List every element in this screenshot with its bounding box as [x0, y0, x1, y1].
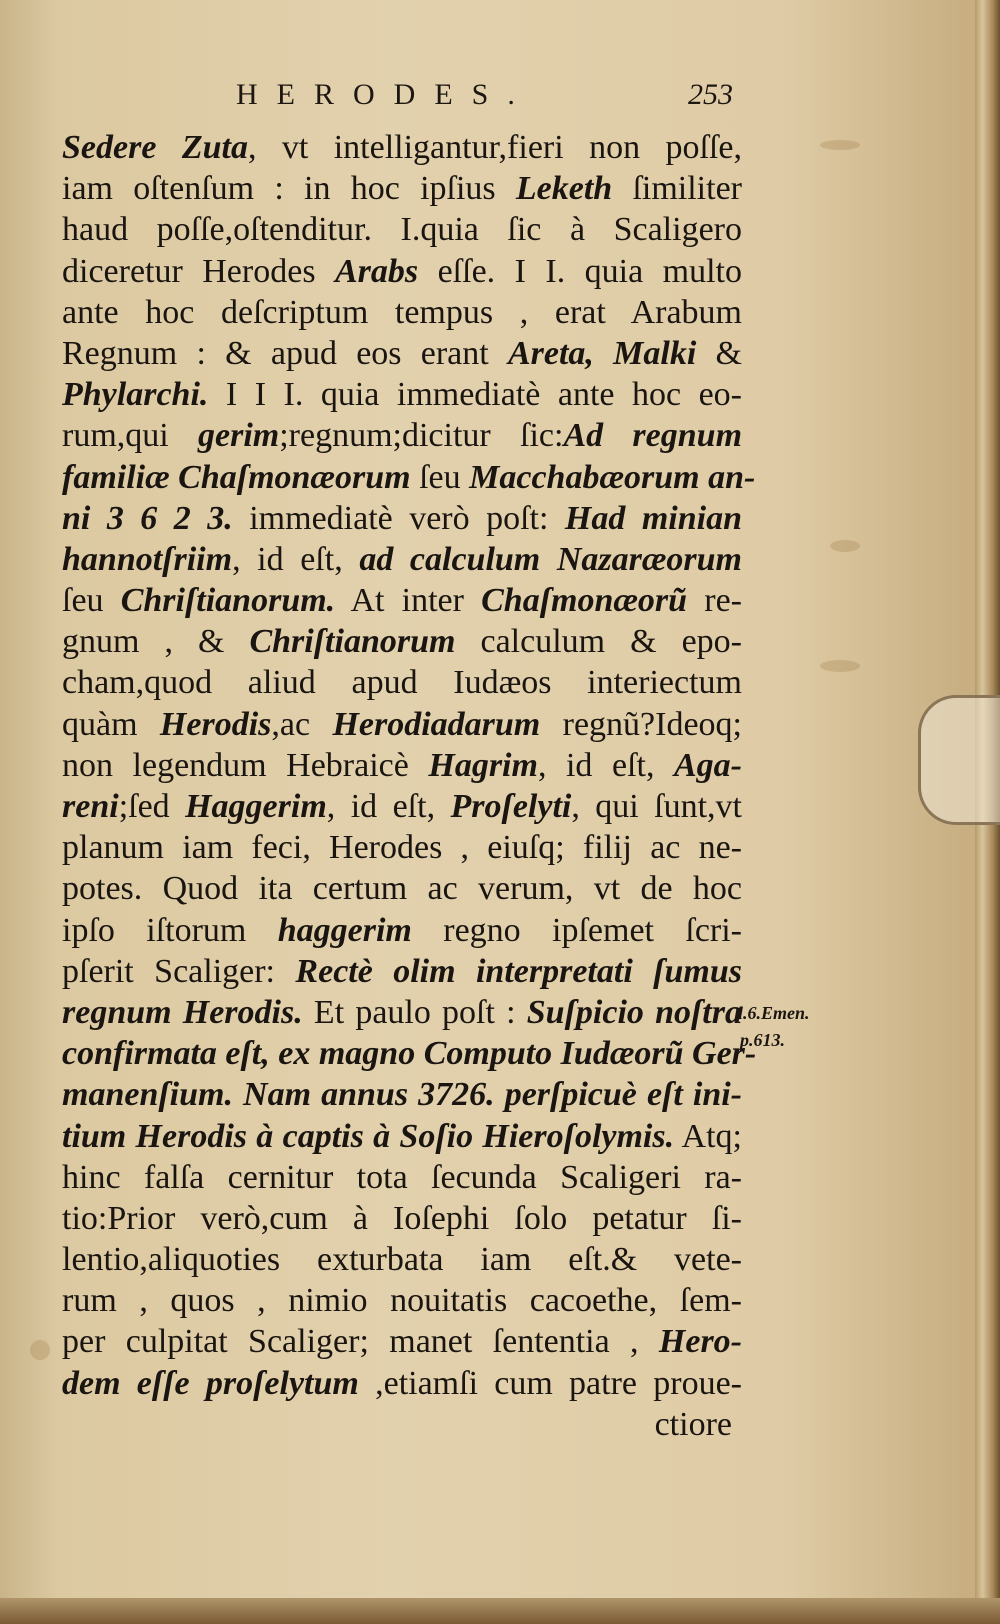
italic-run: dem eſſe proſelytum: [62, 1364, 359, 1402]
text-line: [62, 1157, 742, 1198]
text-line: [62, 168, 742, 209]
roman-run: ſeu: [62, 582, 121, 620]
text-line: [62, 539, 742, 580]
text-line: [62, 580, 742, 621]
italic-run: ad calculum Nazaræorum: [359, 540, 743, 578]
text-line: [62, 1074, 742, 1115]
roman-run: &: [696, 334, 742, 372]
italic-run: Chaſmonæorũ: [481, 582, 688, 620]
roman-run: ſimiliter: [612, 170, 742, 208]
roman-run: rum,qui: [62, 417, 199, 455]
text-line: [62, 704, 742, 745]
text-line: [62, 1321, 742, 1362]
roman-run: Atq;: [674, 1117, 742, 1155]
running-head: HERODES.: [236, 78, 534, 111]
roman-run: rum , quos , nimio nouitatis cacoethe, ſem-: [62, 1282, 742, 1320]
text-line: [62, 1363, 742, 1404]
roman-run: I I I. quia immediatè ante hoc eo-: [208, 376, 742, 414]
italic-run: confirmata eſt, ex magno Computo Iudæorũ Ger-: [62, 1035, 757, 1073]
text-line: [62, 621, 742, 662]
italic-run: ni 3 6 2 3.: [62, 499, 233, 537]
text-line: [62, 786, 742, 827]
roman-run: regno ipſemet ſcri-: [411, 911, 742, 949]
italic-run: hannotſriim: [62, 540, 233, 578]
italic-run: Phylarchi.: [62, 376, 209, 414]
text-line: [62, 457, 756, 498]
italic-run: Macchabæorum an-: [469, 458, 756, 496]
text-line: [62, 1116, 742, 1157]
italic-run: Suſpicio noſtra: [526, 993, 742, 1031]
roman-run: ante hoc deſcriptum tempus , erat Arabum: [62, 293, 742, 331]
roman-run: planum iam feci, Herodes , eiuſq; filij ac ne-: [62, 829, 742, 867]
italic-run: Chriſtianorum.: [120, 582, 336, 620]
text-line: [62, 333, 742, 374]
text-line: [62, 951, 742, 992]
margin-note-line2: p.613.: [740, 1030, 785, 1050]
italic-run: Arabs: [335, 252, 419, 290]
text-line: [62, 827, 742, 868]
text-line: [62, 251, 742, 292]
italic-run: regnum Herodis.: [62, 993, 303, 1031]
text-line: [62, 868, 742, 909]
roman-run: hinc falſa cernitur tota ſecunda Scaligeri ra-: [62, 1158, 742, 1196]
roman-run: ,ac: [271, 705, 333, 743]
body-text: [62, 127, 757, 1445]
roman-run: , id eſt,: [232, 540, 360, 578]
foxing-spot: [30, 1340, 50, 1360]
roman-run: ;regnum;dicitur ſic:: [279, 417, 564, 455]
roman-run: diceretur Herodes: [62, 252, 335, 290]
italic-run: reni: [62, 788, 119, 825]
text-line: [62, 1033, 757, 1074]
book-edge-bottom: [0, 1598, 1000, 1624]
text-line: [62, 415, 742, 456]
foxing-spot: [820, 660, 860, 672]
roman-run: calculum & epo-: [455, 623, 742, 661]
roman-run: ctiore: [654, 1405, 732, 1443]
italic-run: Haggerim: [185, 788, 327, 825]
roman-run: , id eſt,: [326, 788, 451, 825]
foxing-spot: [830, 540, 860, 552]
roman-run: haud poſſe,oſtenditur. I.quia ſic à Scaligero: [62, 211, 742, 249]
italic-run: Aga-: [674, 746, 742, 784]
roman-run: iam oſtenſum : in hoc ipſius: [62, 170, 516, 208]
page-clip: [918, 695, 1000, 825]
italic-run: Areta, Malki: [507, 334, 697, 372]
italic-run: Hagrim: [428, 746, 538, 784]
roman-run: eſſe. I I. quia multo: [418, 252, 742, 290]
italic-run: Leketh: [515, 170, 613, 208]
text-line: [62, 209, 742, 250]
roman-run: immediatè verò poſt:: [232, 499, 565, 537]
roman-run: gnum , &: [62, 623, 250, 661]
text-line: [62, 992, 742, 1033]
italic-run: Ad regnum: [563, 417, 743, 455]
roman-run: Regnum : & apud eos erant: [62, 334, 508, 372]
roman-run: re-: [687, 582, 742, 620]
text-line: [62, 1239, 742, 1280]
text-line: [62, 127, 742, 168]
italic-run: manenſium. Nam annus 3726. perſpicuè eſt ini-: [62, 1076, 742, 1114]
text-line: [62, 1198, 742, 1239]
text-line: [62, 662, 742, 703]
italic-run: Hero-: [658, 1323, 742, 1361]
italic-run: Rectè olim interpretati ſumus: [295, 952, 742, 990]
foxing-spot: [820, 140, 860, 150]
text-line: [62, 374, 742, 415]
italic-run: Chriſtianorum: [249, 623, 456, 661]
roman-run: , qui ſunt,vt: [571, 788, 742, 825]
roman-run: pſerit Scaliger:: [62, 952, 296, 990]
roman-run: ipſo iſtorum: [62, 911, 278, 949]
roman-run: ,etiamſi cum patre proue-: [358, 1364, 742, 1402]
text-line: [62, 910, 742, 951]
roman-run: , vt intelligantur,fieri non poſſe,: [247, 129, 742, 166]
italic-run: haggerim: [277, 911, 412, 949]
roman-run: per culpitat Scaliger; manet ſententia ,: [62, 1323, 659, 1361]
italic-run: Had minian: [564, 499, 742, 537]
text-line: [62, 1404, 742, 1445]
page-number: 253: [688, 78, 733, 111]
roman-run: regnũ?Ideoq;: [540, 705, 742, 743]
margin-note-line1: l.6.Emen.: [738, 1003, 810, 1023]
text-line: [62, 498, 742, 539]
roman-run: Et paulo poſt :: [302, 993, 527, 1031]
italic-run: Proſelyti: [450, 788, 572, 825]
text-line: [62, 745, 742, 786]
roman-run: non legendum Hebraicè: [62, 746, 429, 784]
italic-run: tium Herodis à captis à Soſio Hieroſolymis.: [62, 1117, 675, 1155]
italic-run: gerim: [198, 417, 280, 455]
italic-run: Herodis: [159, 705, 272, 743]
roman-run: At inter: [335, 582, 482, 620]
text-line: [62, 1280, 742, 1321]
italic-run: familiæ Chaſmonæorum: [62, 458, 411, 496]
roman-run: potes. Quod ita certum ac verum, vt de hoc: [62, 870, 742, 908]
roman-run: ſeu: [410, 458, 470, 496]
roman-run: tio:Prior verò,cum à Ioſephi ſolo petatur ſi-: [62, 1199, 742, 1237]
roman-run: ;ſed: [118, 788, 186, 825]
text-line: [62, 292, 742, 333]
roman-run: lentio,aliquoties exturbata iam eſt.& vete-: [62, 1241, 742, 1279]
roman-run: cham,quod aliud apud Iudæos interiectum: [62, 664, 742, 702]
italic-run: Sedere Zuta: [62, 129, 248, 166]
roman-run: quàm: [62, 705, 160, 743]
italic-run: Herodiadarum: [332, 705, 541, 743]
roman-run: , id eſt,: [537, 746, 674, 784]
